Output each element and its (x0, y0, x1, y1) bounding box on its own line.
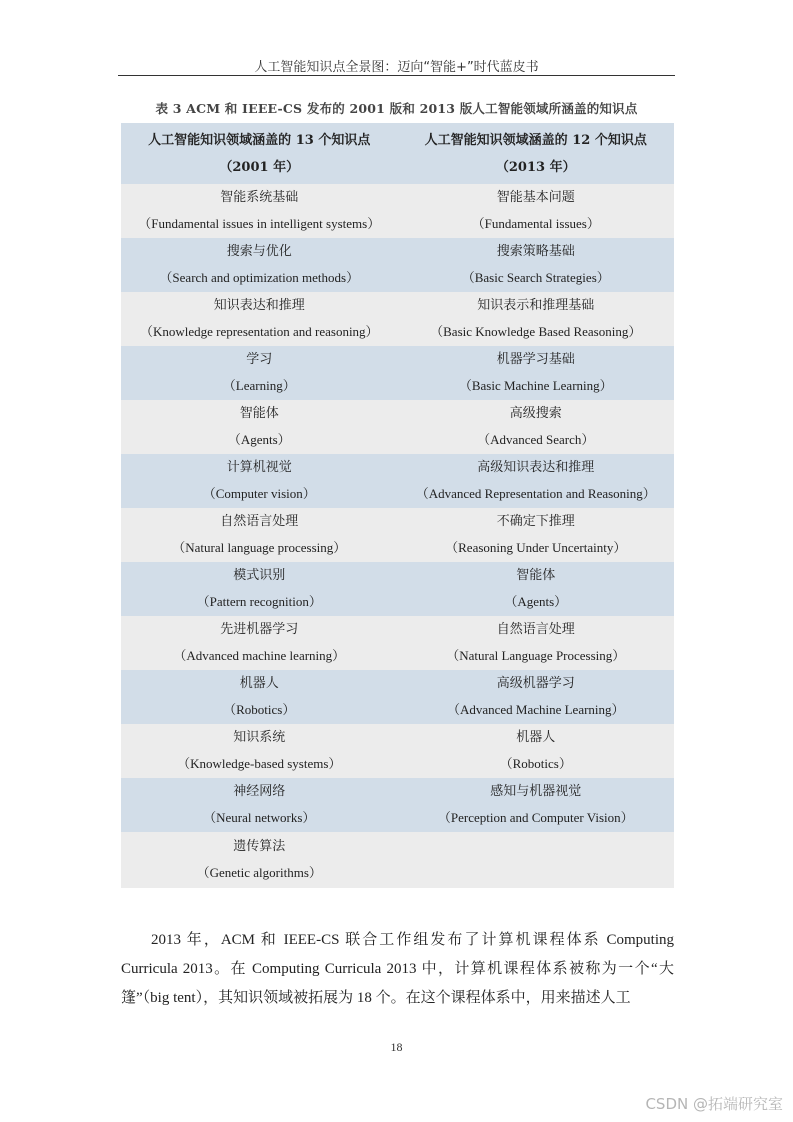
knowledge-point-zh: 搜索与优化 (226, 244, 292, 259)
knowledge-point-en: （Genetic algorithms） (196, 865, 322, 880)
knowledge-points-table (121, 123, 674, 888)
table-row (121, 724, 674, 778)
knowledge-point-zh: 知识表达和推理 (213, 298, 305, 313)
knowledge-point-en: （Reasoning Under Uncertainty） (445, 540, 627, 555)
knowledge-point-zh: 神经网络 (233, 784, 286, 799)
table-row (121, 454, 674, 508)
knowledge-point-zh: 高级知识表达和推理 (477, 460, 595, 475)
cell-2013 (398, 292, 675, 346)
column-title: 人工智能知识领域涵盖的 12 个知识点 (424, 132, 647, 148)
knowledge-point-en: （Basic Knowledge Based Reasoning） (430, 324, 642, 339)
cell-2013 (398, 724, 675, 778)
knowledge-point-zh: 机器人 (239, 676, 279, 691)
knowledge-point-en: （Pattern recognition） (196, 594, 322, 609)
knowledge-point-en: （Advanced Machine Learning） (446, 702, 625, 717)
cell-2001 (121, 292, 398, 346)
knowledge-point-en: （Search and optimization methods） (159, 270, 360, 285)
cell-2001 (121, 184, 398, 238)
knowledge-point-en: （Basic Search Strategies） (461, 270, 610, 285)
cell-2013 (398, 508, 675, 562)
column-year: （2013 年） (495, 159, 576, 175)
knowledge-point-zh: 知识表示和推理基础 (477, 298, 595, 313)
knowledge-point-zh: 不确定下推理 (496, 514, 575, 529)
knowledge-point-en: （Perception and Computer Vision） (437, 810, 634, 825)
knowledge-point-en: （Basic Machine Learning） (458, 378, 613, 393)
knowledge-point-en: （Agents） (504, 594, 568, 609)
cell-2001 (121, 670, 398, 724)
knowledge-point-zh: 搜索策略基础 (496, 244, 575, 259)
cell-2013 (398, 454, 675, 508)
cell-2001 (121, 616, 398, 670)
table-row (121, 184, 674, 238)
header-divider (118, 75, 675, 76)
knowledge-point-zh: 机器人 (516, 730, 556, 745)
knowledge-point-en: （Agents） (227, 432, 291, 447)
table-row (121, 400, 674, 454)
knowledge-point-en: （Advanced Representation and Reasoning） (415, 486, 656, 501)
knowledge-point-zh: 感知与机器视觉 (490, 784, 582, 799)
table-row (121, 778, 674, 832)
knowledge-point-zh: 自然语言处理 (220, 514, 299, 529)
page-number: 18 (390, 1040, 403, 1054)
table-row (121, 616, 674, 670)
table-row (121, 238, 674, 292)
knowledge-point-en: （Natural Language Processing） (446, 648, 626, 663)
table-row (121, 346, 674, 400)
cell-2001 (121, 724, 398, 778)
table-caption: 表 3 ACM 和 IEEE-CS 发布的 2001 版和 2013 版人工智能领域所涵盖的知识点 (155, 101, 638, 116)
table-row (121, 508, 674, 562)
knowledge-point-zh: 学习 (246, 352, 273, 367)
table-body (121, 184, 674, 888)
cell-2013 (398, 670, 675, 724)
knowledge-point-zh: 遗传算法 (233, 839, 286, 854)
cell-2013 (398, 616, 675, 670)
cell-2013 (398, 778, 675, 832)
knowledge-point-zh: 自然语言处理 (496, 622, 575, 637)
knowledge-point-en: （Advanced machine learning） (173, 648, 346, 663)
knowledge-point-zh: 计算机视觉 (226, 460, 292, 475)
cell-2001 (121, 562, 398, 616)
cell-2001 (121, 508, 398, 562)
knowledge-point-zh: 智能基本问题 (496, 190, 575, 205)
knowledge-point-en: （Learning） (222, 378, 296, 393)
knowledge-point-zh: 先进机器学习 (220, 622, 299, 637)
knowledge-point-en: （Knowledge representation and reasoning） (139, 324, 379, 339)
cell-2013 (398, 562, 675, 616)
cell-2013 (398, 238, 675, 292)
watermark: CSDN @拓端研究室 (645, 1095, 783, 1113)
table-row (121, 562, 674, 616)
knowledge-point-zh: 智能系统基础 (220, 190, 299, 205)
cell-2001 (121, 238, 398, 292)
knowledge-point-zh: 高级机器学习 (496, 676, 575, 691)
column-header-2001 (121, 123, 398, 184)
knowledge-point-zh: 智能体 (239, 406, 279, 421)
cell-2013 (398, 832, 675, 888)
table-row (121, 670, 674, 724)
knowledge-point-zh: 高级搜索 (509, 406, 562, 421)
knowledge-point-en: （Fundamental issues in intelligent systems） (138, 216, 381, 231)
knowledge-point-zh: 知识系统 (233, 730, 286, 745)
knowledge-point-en: （Fundamental issues） (471, 216, 600, 231)
knowledge-point-zh: 模式识别 (233, 568, 286, 583)
knowledge-point-en: （Advanced Search） (477, 432, 595, 447)
knowledge-point-en: （Computer vision） (202, 486, 316, 501)
knowledge-point-zh: 智能体 (516, 568, 556, 583)
knowledge-point-en: （Natural language processing） (172, 540, 347, 555)
cell-2013 (398, 184, 675, 238)
table-header-row (121, 123, 674, 184)
cell-2001 (121, 832, 398, 888)
table-row (121, 832, 674, 888)
knowledge-point-en: （Neural networks） (203, 810, 316, 825)
cell-2001 (121, 400, 398, 454)
knowledge-point-en: （Robotics） (223, 702, 296, 717)
cell-2013 (398, 346, 675, 400)
knowledge-point-zh: 机器学习基础 (496, 352, 575, 367)
table-row (121, 292, 674, 346)
cell-2001 (121, 454, 398, 508)
knowledge-point-en: （Knowledge-based systems） (177, 756, 342, 771)
cell-2001 (121, 346, 398, 400)
cell-2013 (398, 400, 675, 454)
column-title: 人工智能知识领域涵盖的 13 个知识点 (148, 132, 371, 148)
body-paragraph: 2013 年，ACM 和 IEEE-CS 联合工作组发布了计算机课程体系 Computing Curricula 2013。在 Computing Curricula 2013 中，计算机课程体系被称为一个“大篷”（big tent），其知识领域被拓展为 18 个。在这个课程体系中，用来描述人工 (121, 932, 674, 1006)
knowledge-point-en: （Robotics） (499, 756, 572, 771)
running-header: 人工智能知识点全景图：迈向“智能+”时代蓝皮书 (254, 60, 539, 75)
cell-2001 (121, 778, 398, 832)
column-year: （2001 年） (219, 159, 300, 175)
column-header-2013 (398, 123, 675, 184)
